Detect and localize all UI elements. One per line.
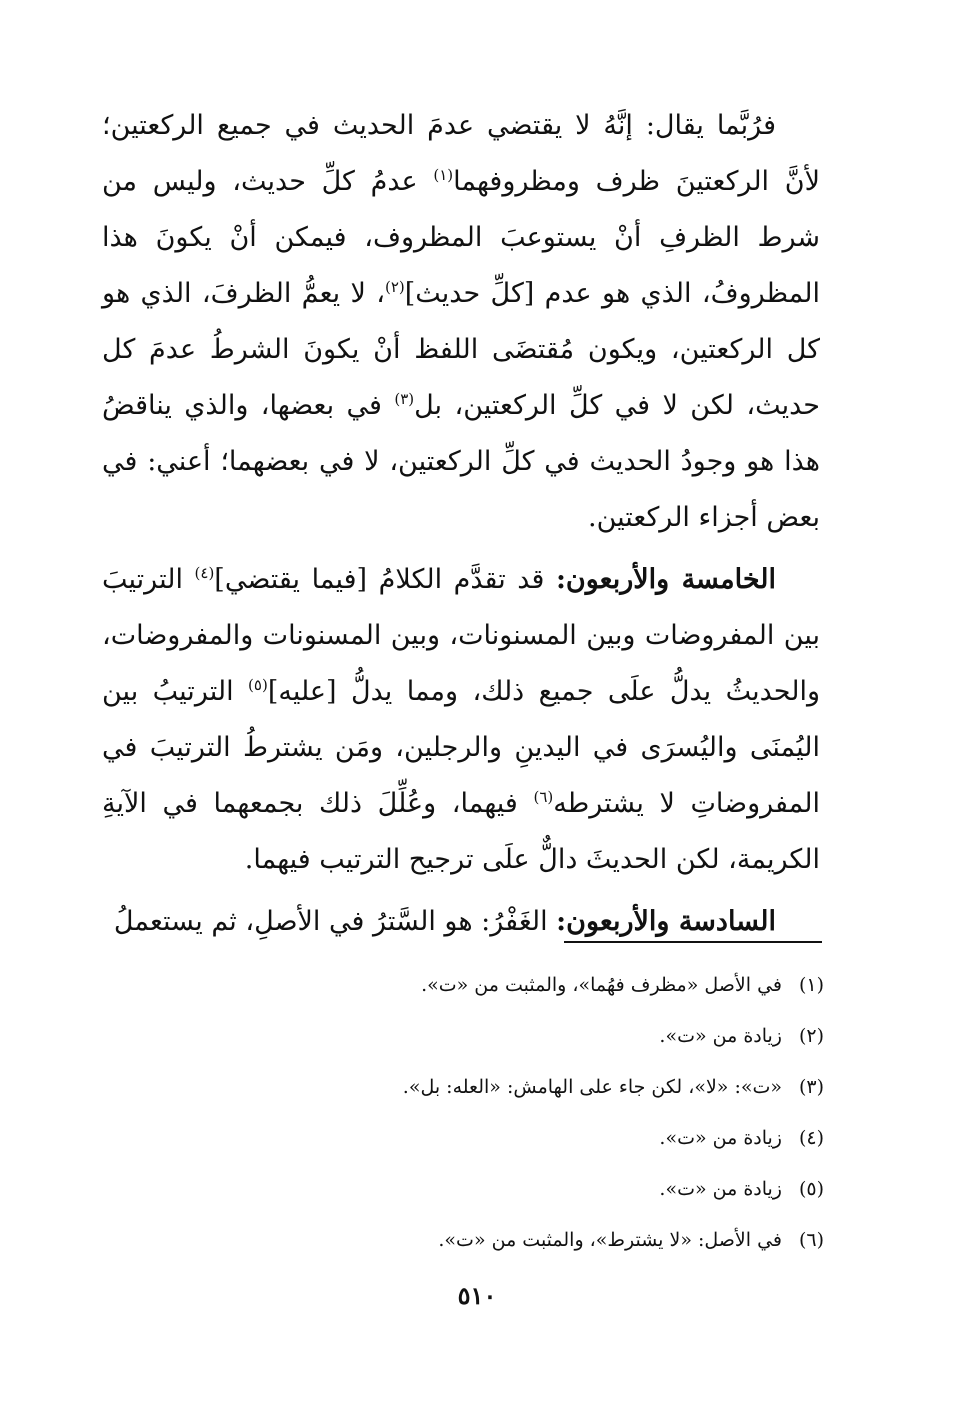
footnote-item [102, 1113, 824, 1164]
footnote-marker: (٢) [384, 278, 405, 296]
footnote-text: زيادة من «ت». [659, 1025, 782, 1047]
footnote-marker: (٦) [533, 788, 554, 806]
footnote-item [102, 1062, 824, 1113]
footnote-number: (٣) [798, 1076, 824, 1098]
footnote-number: (٥) [798, 1178, 824, 1200]
paragraph-text: الغَفْرُ: هو السَّترُ في الأصلِ، ثم يستعملُ [113, 906, 557, 937]
footnote-item [102, 1215, 824, 1266]
paragraph-text: الترتيبَ بين المفروضات وبين المسنونات، وبين المسنونات والمفروضات، والحديثُ يدلُّ علَى جميع ذلك، ومما يدلُّ [عليه] [102, 564, 821, 707]
paragraph-text: عدمُ كلِّ حديث، وليس من شرط الظرفِ أنْ يستوعبَ المظروف، فيمكن أنْ يكونَ هذا المظروفُ، الذي هو عدم [كلِّ حديث] [102, 166, 820, 309]
paragraph-text: في بعضها، والذي يناقضُ هذا هو وجودُ الحديث في كلِّ الركعتين، لا في بعضهما؛ أعني: في بعض أجزاء الركعتين. [102, 390, 820, 533]
footnote-number: (٢) [798, 1025, 824, 1047]
paragraph-2 [102, 552, 820, 888]
footnote-separator [564, 941, 822, 943]
footnote-text: «ت»: «لا»، لكن جاء على الهامش: «العله: بل». [402, 1076, 782, 1098]
footnote-marker: (٤) [194, 564, 215, 582]
footnote-text: زيادة من «ت». [659, 1178, 782, 1200]
paragraph-text: قد تقدَّم الكلامُ [فيما يقتضي] [214, 564, 556, 595]
paragraph-lead: السادسة والأربعون: [556, 906, 776, 937]
footnote-text: في الأصل «مظرف فهُما»، والمثبت من «ت». [421, 974, 782, 996]
footnote-text: في الأصل: «لا يشترط»، والمثبت من «ت». [438, 1229, 782, 1251]
page-number: ٥١٠ [457, 1281, 497, 1310]
footnote-number: (١) [798, 974, 824, 996]
paragraph-text: ، لا يعمُّ الظرفَ، الذي هو كل الركعتين، ويكون مُقتضَى اللفظ أنْ يكونَ الشرطُ عدمَ كل حديث، لكن لا في كلِّ الركعتين، بل [102, 278, 820, 421]
paragraph-1 [102, 98, 820, 546]
footnote-item [102, 1164, 824, 1215]
footnote-item [102, 960, 824, 1011]
paragraph-text: فيهما، وعُلِّلَ ذلك بجمعهما في الآيةِ الكريمة، لكن الحديثَ دالٌّ علَى ترجيح الترتيب فيهما. [102, 788, 820, 875]
footnote-marker: (٥) [248, 676, 268, 694]
footnote-marker: (٣) [394, 390, 415, 408]
footnote-marker: (١) [433, 166, 454, 184]
footnote-text: زيادة من «ت». [659, 1127, 782, 1149]
paragraph-lead: الخامسة والأربعون: [555, 564, 776, 595]
footnote-item [102, 1011, 824, 1062]
paragraph-text: الترتيبُ بين اليُمنَى واليُسرَى في اليدينِ والرجلين، ومَن يشترطُ الترتيبَ في المفروضاتِ لا يشترطه [102, 676, 820, 819]
footnote-number: (٦) [798, 1229, 824, 1251]
paragraph-text: فرُبَّما يقال: إنَّهُ لا يقتضي عدمَ الحديث في جميع الركعتين؛ لأنَّ الركعتينَ ظرف ومظروفهما [102, 110, 820, 197]
main-text [102, 98, 820, 950]
footnotes-list [102, 960, 824, 1266]
footnote-number: (٤) [798, 1127, 824, 1149]
